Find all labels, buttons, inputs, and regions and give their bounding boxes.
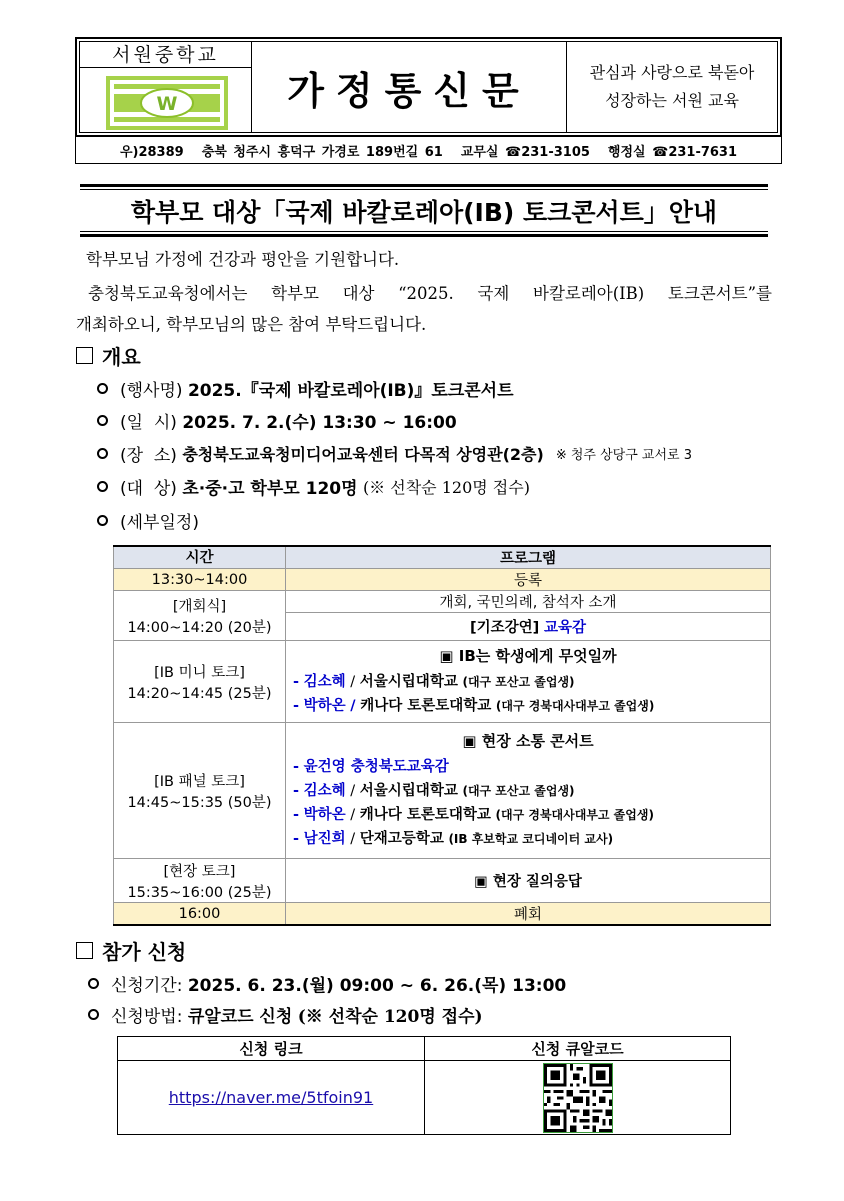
speaker-note: (대구 경북대사대부고 졸업생) [495, 699, 655, 713]
speaker-name: 김소혜 [303, 674, 346, 690]
speaker-org: 서울시립대학교 [359, 783, 458, 799]
overview-heading: 개요 [102, 345, 141, 369]
opening-time: 14:00~14:20 (20분) [127, 619, 272, 636]
speaker-name: 김소혜 [303, 783, 346, 799]
apply-period [88, 971, 566, 996]
qa-program: ▣ 현장 질의응답 [286, 859, 771, 903]
panel-talk-time: 14:45~15:35 (50분) [127, 794, 272, 811]
target-note: (※ 선착순 120명 접수) [362, 478, 530, 497]
mini-talk-program-cell [286, 641, 771, 723]
list-item: - 김소혜 / 서울시립대학교 (대구 포산고 졸업생) [293, 783, 575, 799]
event-label: (행사명) [120, 381, 183, 401]
list-item: - 박하온 / 캐나다 토론토대학교 (대구 경북대사대부고 졸업생) [293, 807, 654, 823]
intro-paragraph-line-2: 개최하오니, 학부모님의 많은 참여 부탁드립니다. [76, 315, 427, 334]
table-row [114, 723, 771, 859]
school-slogan [567, 42, 777, 132]
speaker-name: 박하온 [303, 807, 346, 823]
section-apply [76, 936, 186, 965]
col-program-header: 프로그램 [286, 546, 771, 569]
panel-talk-program-cell [286, 723, 771, 859]
panel-talk-label: [IB 패널 토크] [154, 773, 245, 790]
apply-link[interactable]: https://naver.me/5tfoin91 [168, 1088, 374, 1107]
intro-paragraph-line-1: 충청북도교육청에서는 학부모 대상 “2025. 국제 바칼로레아(IB) 토크콘서트”를 [88, 284, 772, 303]
overview-place [97, 441, 692, 466]
table-row [114, 569, 771, 591]
date-label: (일 시) [120, 413, 177, 433]
col-time-header: 시간 [114, 546, 286, 569]
logo-letter: W [156, 93, 178, 115]
overview-event [97, 376, 514, 401]
address-bar [75, 137, 782, 164]
list-item: - 박하온 / 캐나다 토론토대학교 (대구 경북대사대부고 졸업생) [293, 698, 655, 714]
table-row [114, 859, 771, 903]
panel-talk-title: ▣ 현장 소통 콘서트 [462, 732, 594, 750]
checkbox-square-icon [76, 942, 93, 959]
circle-bullet-icon [97, 481, 108, 492]
school-box [80, 42, 252, 132]
speaker-org: 서울시립대학교 [359, 674, 458, 690]
speaker-note: (IB 후보학교 코디네이터 교사) [448, 832, 614, 846]
reg-program: 등록 [286, 569, 771, 591]
table-row [114, 591, 771, 613]
panel-talk-time-cell [114, 723, 286, 859]
close-program: 폐회 [286, 903, 771, 926]
mini-talk-time-cell [114, 641, 286, 723]
place-note: ※ 청주 상당구 교서로 3 [555, 448, 692, 463]
speaker-org: 단재고등학교 [359, 831, 444, 847]
target-label: (대 상) [120, 479, 177, 499]
date-value: 2025. 7. 2.(수) 13:30 ~ 16:00 [182, 413, 457, 433]
slogan-line-2: 성장하는 서원 교육 [605, 91, 739, 110]
school-logo-icon [106, 76, 228, 130]
close-time: 16:00 [114, 903, 286, 926]
teachers-office-phone: 교무실 ☎231-3105 [460, 144, 590, 160]
street-address: 충북 청주시 흥덕구 가경로 189번길 61 [201, 144, 443, 160]
reg-time: 13:30~14:00 [114, 569, 286, 591]
table-header-row [118, 1037, 731, 1061]
list-item: - 남진희 / 단재고등학교 (IB 후보학교 코디네이터 교사) [293, 831, 614, 847]
section-overview [76, 341, 141, 370]
circle-bullet-icon [97, 448, 108, 459]
place-value: 충청북도교육청미디어교육센터 다목적 상영관(2층) [182, 445, 544, 464]
period-value: 2025. 6. 23.(월) 09:00 ~ 6. 26.(목) 13:00 [187, 976, 567, 996]
keynote-speaker: 교육감 [543, 620, 586, 637]
list-item: - 김소혜 / 서울시립대학교 (대구 포산고 졸업생) [293, 674, 575, 690]
circle-bullet-icon [97, 383, 108, 394]
overview-schedule [97, 508, 199, 533]
title-top-rule-thin [80, 189, 768, 190]
mini-talk-time: 14:20~14:45 (25분) [127, 685, 272, 702]
target-value: 초·중·고 학부모 120명 [182, 479, 358, 499]
circle-bullet-icon [97, 515, 108, 526]
col-qr-header: 신청 큐알코드 [425, 1037, 731, 1061]
admin-office-phone: 행정실 ☎231-7631 [607, 144, 738, 160]
method-label: 신청방법: [111, 1007, 183, 1027]
panel-host: 윤건영 충청북도교육감 [303, 759, 449, 775]
opening-time-cell [114, 591, 286, 641]
schedule-table [113, 545, 771, 926]
speaker-note: (대구 경북대사대부고 졸업생) [495, 808, 654, 822]
mini-talk-label: [IB 미니 토크] [154, 664, 245, 681]
apply-method [88, 1002, 483, 1027]
overview-target [97, 474, 530, 499]
title-top-rule [80, 184, 768, 187]
method-note: (※ 선착순 120명 접수) [297, 1007, 483, 1027]
title-bottom-rule [80, 234, 768, 237]
overview-date [97, 408, 457, 433]
table-row [114, 903, 771, 926]
checkbox-square-icon [76, 347, 93, 364]
letter-header [75, 37, 782, 137]
list-item: - 윤건영 충청북도교육감 [293, 759, 449, 775]
schedule-label: (세부일정) [120, 513, 199, 533]
speaker-note: (대구 포산고 졸업생) [462, 675, 575, 689]
apply-heading: 참가 신청 [102, 940, 187, 964]
postcode: 우)28389 [119, 144, 184, 160]
school-name: 서원중학교 [80, 42, 251, 68]
mini-talk-title: ▣ IB는 학생에게 무엇일까 [439, 647, 617, 665]
table-row [114, 641, 771, 723]
circle-bullet-icon [97, 415, 108, 426]
newsletter-title: 가정통신문 [252, 42, 567, 132]
qr-cell [425, 1061, 731, 1135]
speaker-org: 캐나다 토론토대학교 [360, 698, 492, 714]
circle-bullet-icon [88, 978, 99, 989]
qa-time: 15:35~16:00 (25분) [127, 884, 272, 901]
table-row [118, 1061, 731, 1135]
place-label: (장 소) [120, 446, 177, 466]
opening-program: 개회, 국민의례, 참석자 소개 [286, 591, 771, 613]
qa-time-cell [114, 859, 286, 903]
table-header-row [114, 546, 771, 569]
keynote-label: [기조강연] [470, 620, 540, 637]
apply-table [117, 1036, 731, 1135]
speaker-name: 박하온 [303, 698, 346, 714]
circle-bullet-icon [88, 1009, 99, 1020]
col-link-header: 신청 링크 [118, 1037, 425, 1061]
title-bottom-rule-thin [80, 231, 768, 232]
method-value: 큐알코드 신청 [187, 1007, 293, 1027]
period-label: 신청기간: [111, 976, 183, 996]
qa-label: [현장 토크] [163, 863, 236, 880]
event-value: 2025.『국제 바칼로레아(IB)』토크콘서트 [187, 381, 514, 401]
keynote-cell [286, 613, 771, 641]
link-cell [118, 1061, 425, 1135]
speaker-org: 캐나다 토론토대학교 [359, 807, 491, 823]
opening-label: [개회식] [172, 598, 227, 615]
intro-greeting: 학부모님 가정에 건강과 평안을 기원합니다. [86, 250, 400, 269]
speaker-note: (대구 포산고 졸업생) [462, 784, 575, 798]
slogan-line-1: 관심과 사랑으로 북돋아 [589, 63, 755, 82]
speaker-name: 남진희 [303, 831, 346, 847]
page-title: 학부모 대상「국제 바칼로레아(IB) 토크콘서트」안내 [130, 198, 718, 227]
qr-code-icon[interactable] [543, 1063, 613, 1133]
